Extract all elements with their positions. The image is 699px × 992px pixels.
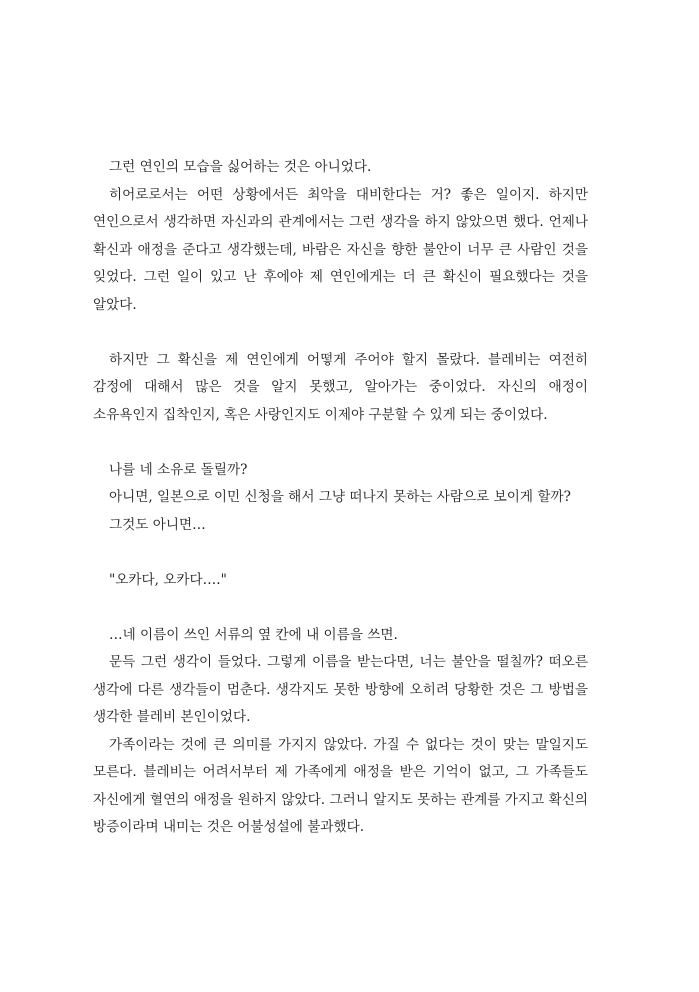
dialogue-line: "오카다, 오카다…." — [109, 571, 227, 588]
paragraph: 가족이라는 것에 큰 의미를 가지지 않았다. 가질 수 없다는 것이 맞는 말일지도 모른다. 블레비는 어려서부터 제 가족에게 애정을 받은 기억이 없고, 그 가족들도 자신에게 혈연의 애정을 원하지 않았다. 그러니 알지도 못하는 관계를 가지고 확신의 방증이라며 내미는 것은 어불성설에 불과했다. — [93, 736, 588, 835]
paragraph: 그것도 아니면… — [109, 516, 206, 533]
paragraph-spacer — [93, 429, 588, 457]
paragraph: 그런 연인의 모습을 싫어하는 것은 아니었다. — [109, 159, 372, 175]
body-text — [93, 154, 588, 842]
paragraph: 문득 그런 생각이 들었다. 그렇게 이름을 받는다면, 너는 불안을 떨칠까? 떠오른 생각에 다른 생각들이 멈춘다. 생각지도 못한 방향에 오히려 당황한 것은 그 방법을 생각한 블레비 본인이었다. — [93, 654, 588, 725]
paragraph-spacer — [93, 319, 588, 347]
paragraph: 나를 네 소유로 돌릴까? — [109, 461, 248, 478]
paragraph: …네 이름이 쓰인 서류의 옆 칸에 내 이름을 쓰면. — [109, 626, 398, 643]
paragraph: 히어로로서는 어떤 상황에서든 최악을 대비한다는 거? 좋은 일이지. 하지만 연인으로서 생각하면 자신과의 관계에서는 그런 생각을 하지 않았으면 했다. 언제나 확신과 애정을 준다고 생각했는데, 바람은 자신을 향한 불안이 너무 큰 사람인 것을 잊었다. 그런 일이 있고 난 후에야 제 연인에게는 더 큰 확신이 필요했다는 것을 알았다. — [93, 186, 588, 313]
paragraph: 하지만 그 확신을 제 연인에게 어떻게 주어야 할지 몰랐다. 블레비는 여전히 감정에 대해서 많은 것을 알지 못했고, 알아가는 중이었다. 자신의 애정이 소유욕인지 집착인지, 혹은 사랑인지도 이제야 구분할 수 있게 되는 중이었다. — [93, 351, 588, 423]
paragraph-spacer — [93, 594, 588, 622]
paragraph: 아니면, 일본으로 이민 신청을 해서 그냥 떠나지 못하는 사람으로 보이게 할까? — [109, 489, 571, 505]
paragraph-spacer — [93, 539, 588, 567]
